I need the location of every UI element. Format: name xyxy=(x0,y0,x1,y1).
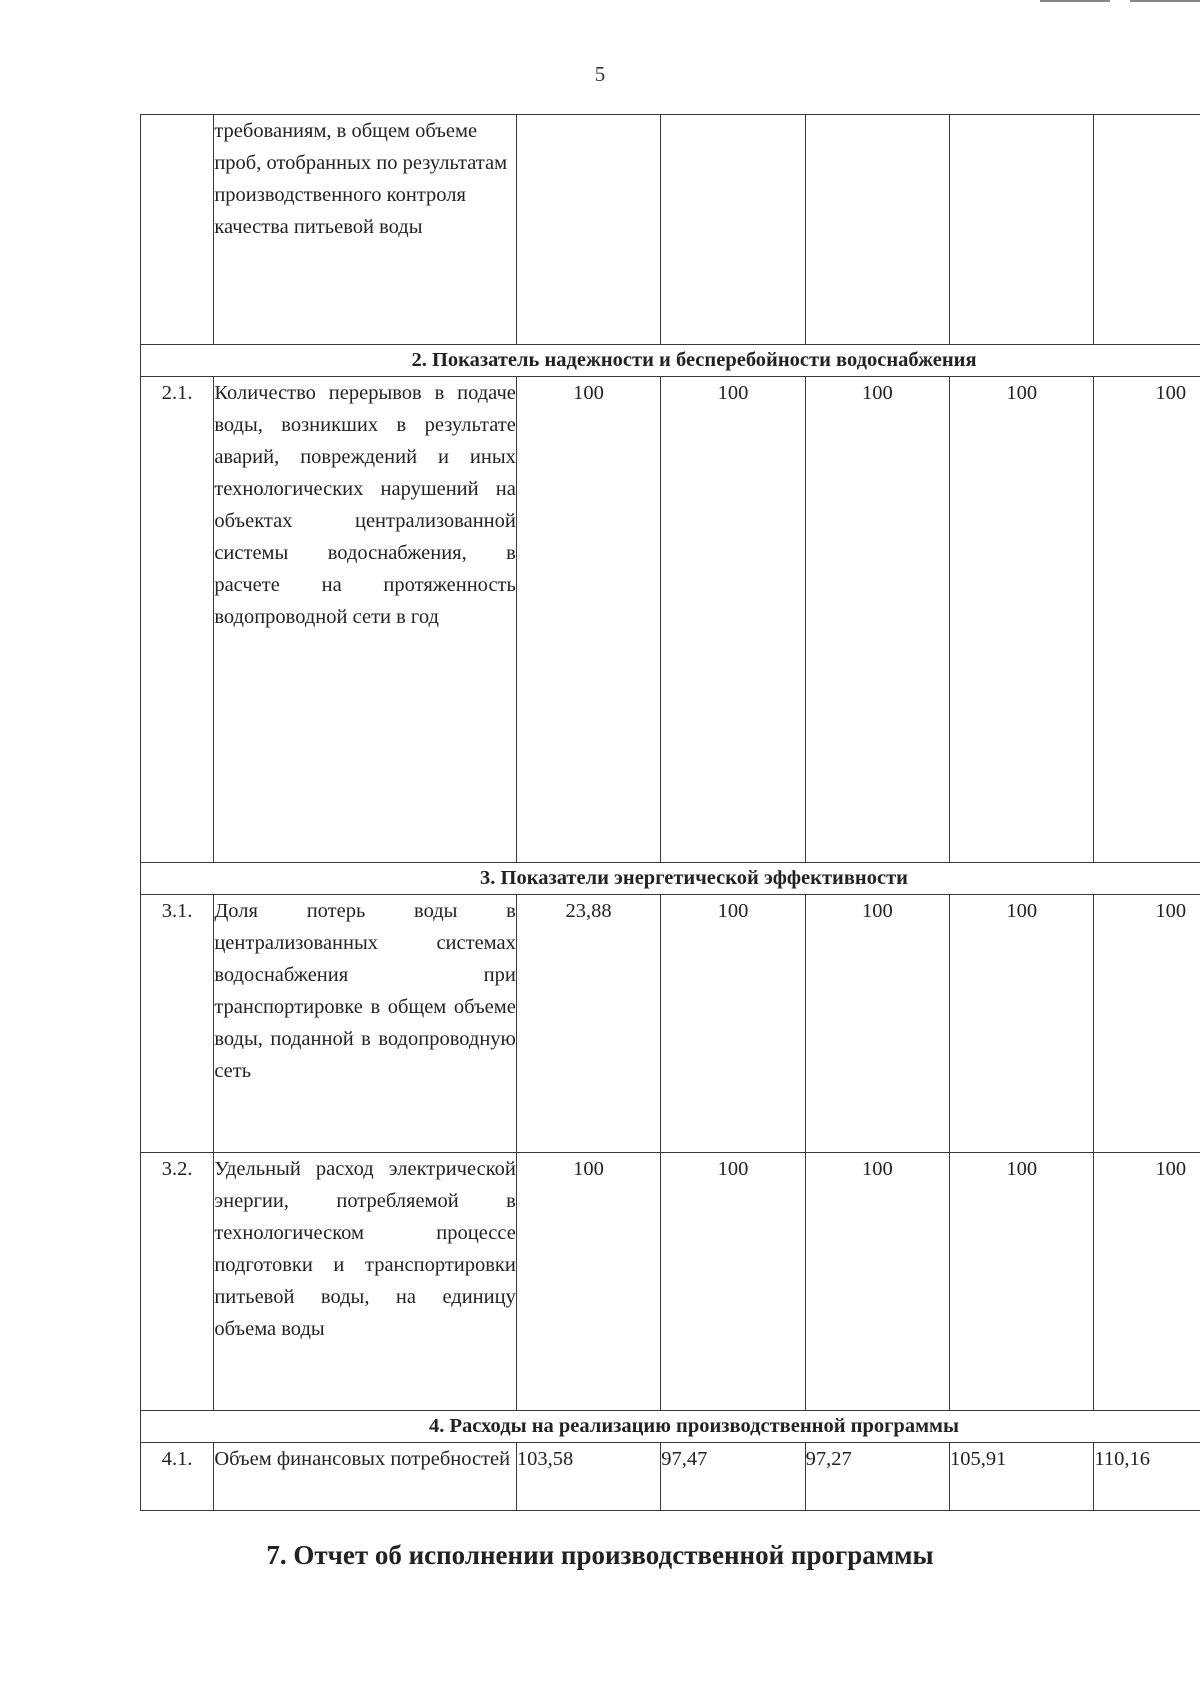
scan-artifact xyxy=(1130,0,1200,2)
row-number: 3.1. xyxy=(141,895,214,1153)
section-row xyxy=(141,1411,1200,1443)
value-cell: 100 xyxy=(516,1153,660,1411)
value-cell: 105,91 xyxy=(950,1443,1094,1511)
row-number xyxy=(141,115,214,345)
value-cell: 97,27 xyxy=(805,1443,949,1511)
indicator-name: Объем финансовых потребностей xyxy=(214,1443,517,1511)
value-cell: 100 xyxy=(950,895,1094,1153)
value-cell xyxy=(805,115,949,345)
table-row xyxy=(141,895,1200,1153)
value-cell: 100 xyxy=(950,377,1094,863)
indicator-name: Доля потерь воды в централизованных системах водоснабжения при транспортировке в общем объеме воды, поданной в водопроводную сеть xyxy=(214,895,517,1153)
value-cell xyxy=(516,115,660,345)
row-number: 3.2. xyxy=(141,1153,214,1411)
row-number: 4.1. xyxy=(141,1443,214,1511)
value-cell: 100 xyxy=(1094,895,1200,1153)
indicator-name: требованиям, в общем объеме проб, отобранных по результатам производственного контроля качества питьевой воды xyxy=(214,115,517,345)
section-heading: 7. Отчет об исполнении производственной программы xyxy=(266,1540,934,1570)
value-cell xyxy=(1094,115,1200,345)
value-cell: 97,47 xyxy=(661,1443,805,1511)
section-title: 3. Показатели энергетической эффективности xyxy=(141,863,1200,895)
section-title: 2. Показатель надежности и бесперебойности водоснабжения xyxy=(141,345,1200,377)
value-cell: 100 xyxy=(805,895,949,1153)
value-cell: 103,58 xyxy=(516,1443,660,1511)
value-cell: 100 xyxy=(1094,377,1200,863)
table-row xyxy=(141,377,1200,863)
value-cell: 100 xyxy=(805,377,949,863)
section-row xyxy=(141,863,1200,895)
table-row xyxy=(141,1153,1200,1411)
scan-artifact xyxy=(1040,0,1110,2)
value-cell: 100 xyxy=(950,1153,1094,1411)
value-cell xyxy=(950,115,1094,345)
value-cell: 100 xyxy=(661,1153,805,1411)
indicator-name: Количество перерывов в подаче воды, возникших в результате аварий, повреждений и иных технологических нарушений на объектах централизованной системы водоснабжения, в расчете на протяженность водопроводной сети в год xyxy=(214,377,517,863)
value-cell: 100 xyxy=(661,895,805,1153)
section-row xyxy=(141,345,1200,377)
value-cell: 100 xyxy=(516,377,660,863)
table-row xyxy=(141,1443,1200,1511)
row-number: 2.1. xyxy=(141,377,214,863)
section-title: 4. Расходы на реализацию производственной программы xyxy=(141,1411,1200,1443)
value-cell: 110,16 xyxy=(1094,1443,1200,1511)
indicators-table xyxy=(140,114,1200,1511)
value-cell: 100 xyxy=(805,1153,949,1411)
page-number: 5 xyxy=(594,62,606,86)
table-row xyxy=(141,115,1200,345)
indicator-name: Удельный расход электрической энергии, потребляемой в технологическом процессе подготовки и транспортировки питьевой воды, на единицу объема воды xyxy=(214,1153,517,1411)
value-cell: 100 xyxy=(661,377,805,863)
value-cell: 100 xyxy=(1094,1153,1200,1411)
value-cell xyxy=(661,115,805,345)
value-cell: 23,88 xyxy=(516,895,660,1153)
